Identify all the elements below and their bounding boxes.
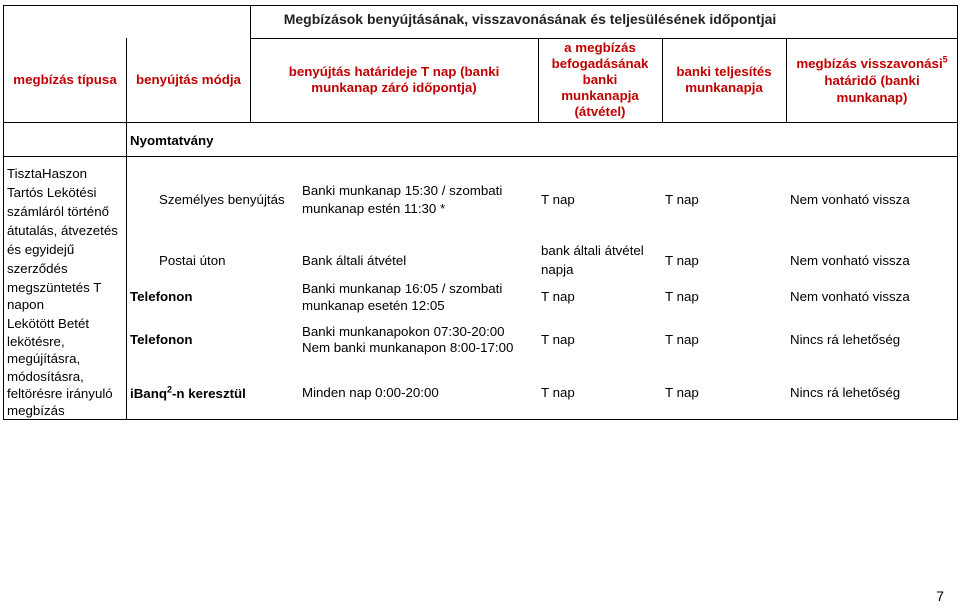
row-deadline: munkanap estén 11:30 * [302, 201, 446, 216]
row-deadline: Banki munkanapokon 07:30-20:00 [302, 324, 505, 339]
row-deadline: Minden nap 0:00-20:00 [302, 385, 439, 400]
row-revocation: Nem vonható vissza [790, 192, 910, 207]
row-receipt: bank általi átvétel [541, 243, 644, 258]
row-execution: T nap [665, 192, 699, 207]
row-receipt: T nap [541, 192, 575, 207]
row-revocation: Nincs rá lehetőség [790, 332, 901, 347]
section-label: Nyomtatvány [130, 133, 214, 148]
header-revocation: megbízás visszavonási$^5$ határidő (banki munkanap) [796, 54, 948, 105]
table-title: Megbízások benyújtásának, visszavonásának és teljesülésének időpontjai [283, 11, 777, 27]
row-execution: T nap [665, 332, 699, 347]
row-execution: T nap [665, 289, 699, 304]
header-deadline: benyújtás határideje T nap (banki munkanap záró időpontja) [288, 64, 500, 95]
row-deadline: Banki munkanap 15:30 / szombati [302, 183, 503, 198]
row-mode: Telefonon [130, 332, 193, 347]
row-receipt: T nap [541, 385, 575, 400]
row-receipt: napja [541, 262, 574, 277]
row-deadline: Nem banki munkanapon 8:00-17:00 [302, 340, 514, 355]
header-mode: benyújtás módja [136, 72, 241, 87]
row-deadline: munkanap esetén 12:05 [302, 298, 445, 313]
row-receipt: T nap [541, 332, 575, 347]
row-revocation: Nem vonható vissza [790, 253, 910, 268]
row-mode: Személyes benyújtás [159, 192, 285, 207]
page-number: 7 [936, 588, 944, 604]
row-mode: Postai úton [159, 253, 226, 268]
row-revocation: Nincs rá lehetőség [790, 385, 901, 400]
row-execution: T nap [665, 385, 699, 400]
header-execution: banki teljesítés munkanapja [676, 64, 772, 95]
header-receipt: a megbízás befogadásának banki munkanapja (átvétel) [551, 40, 649, 119]
header-type: megbízás típusa [13, 72, 117, 87]
row-execution: T nap [665, 253, 699, 268]
row-mode: iBanq$^2$-n keresztül [130, 384, 246, 401]
row-deadline: Bank általi átvétel [302, 253, 407, 268]
row-receipt: T nap [541, 289, 575, 304]
row-mode: Telefonon [130, 289, 193, 304]
row-revocation: Nem vonható vissza [790, 289, 910, 304]
row-deadline: Banki munkanap 16:05 / szombati [302, 281, 503, 296]
